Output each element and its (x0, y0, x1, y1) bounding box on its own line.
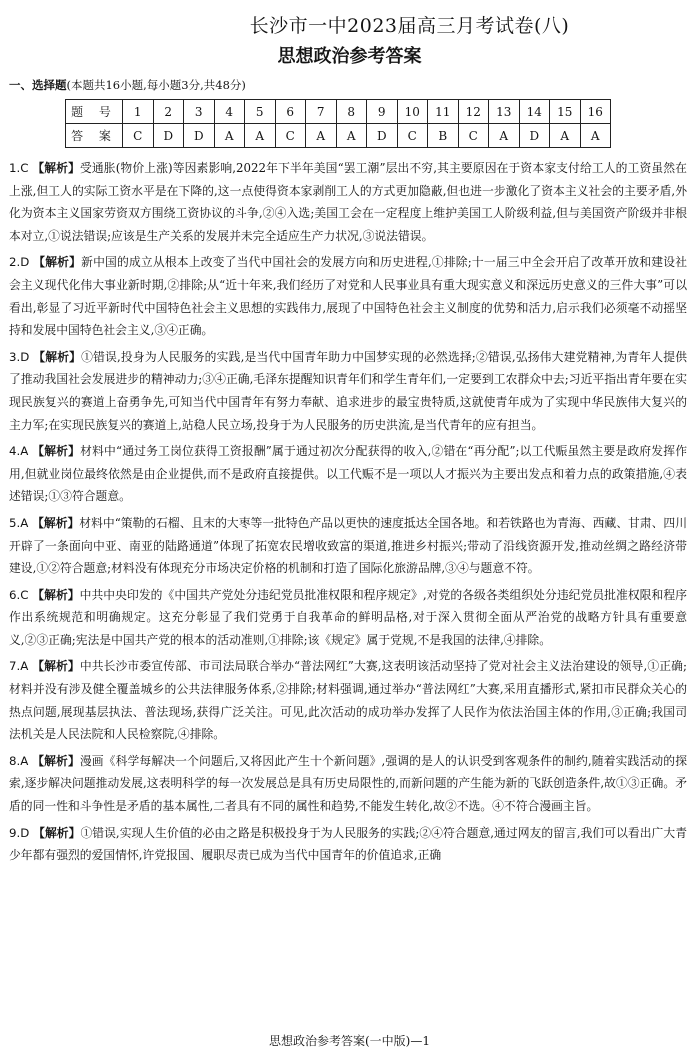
explanation-text: 新中国的成立从根本上改变了当代中国社会的发展方向和历史进程,①排除;十一届三中全会开启了改革开放和建设社会主义现代化伟大事业新时期,②排除;从“近十年来,我们经历了对党和人民事业具有重大现实意义和深远历史意义的三件大事”可以看出,彰显了习近平新时代中国特色社会主义思想的实践伟力,展现了中国特色社会主义制度的优势和活力,启示我们必须毫不动摇坚持和发展中国特色社会主义,③④正确。 (9, 255, 687, 338)
answer-number: 1.C (9, 161, 29, 175)
answer-row (66, 124, 611, 148)
explanation-item (9, 251, 687, 341)
analysis-tag: 【解析】 (32, 587, 80, 602)
explanation-text: 受通胀(物价上涨)等因素影响,2022年下半年美国“罢工潮”层出不穷,其主要原因在于资本家支付给工人的工资虽然在上涨,但工人的实际工资水平是在下降的,这一点使得资本家剥削工人的方式更加隐蔽,但也进一步激化了资本主义社会的主要矛盾,外化为资本主义国家劳资双方围绕工资协议的斗争,②④入选;美国工会在一定程度上维护美国工人阶级利益,但与美国资产阶级并非根本对立,①说法错误;应该是生产关系的发展并未完全适应生产力状况,③说法错误。 (9, 161, 687, 243)
answer-cell: B (428, 124, 459, 148)
question-number-cell: 4 (214, 100, 245, 124)
explanation-list (9, 157, 687, 871)
answer-cell: D (367, 124, 398, 148)
row-label-question: 题 号 (66, 100, 123, 124)
answer-number: 4.A (9, 444, 29, 459)
answer-cell: C (275, 124, 306, 148)
question-number-cell: 8 (336, 100, 367, 124)
question-number-cell: 16 (580, 100, 611, 124)
analysis-tag: 【解析】 (33, 255, 82, 270)
question-number-cell: 12 (458, 100, 489, 124)
analysis-tag: 【解析】 (33, 825, 81, 840)
answer-cell: C (123, 124, 154, 148)
question-number-cell: 6 (275, 100, 306, 124)
analysis-tag: 【解析】 (32, 753, 80, 768)
answer-cell: A (336, 124, 367, 148)
answer-cell: A (245, 124, 276, 148)
answer-cell: A (580, 124, 611, 148)
question-number-cell: 11 (428, 100, 459, 124)
explanation-text: ①错误,实现人生价值的必由之路是积极投身于为人民服务的实践;②④符合题意,通过网友的留言,我们可以看出广大青少年都有强烈的爱国情怀,许党报国、履职尽责已成为当代中国青年的价值追求,正确 (9, 825, 687, 863)
exam-title: 长沙市一中2023届高三月考试卷(八) (249, 15, 570, 37)
explanation-text: 材料中“通过务工岗位获得工资报酬”属于通过初次分配获得的收入,②错在“再分配”;以工代赈虽然主要是政府发挥作用,但就业岗位最终依然是由企业提供,而不是政府直接提供。以工代赈不是一项以人才振兴为主要出发点和着力点的政策措施,④表述错误;①③符合题意。 (9, 444, 687, 504)
question-number-cell: 5 (245, 100, 276, 124)
analysis-tag: 【解析】 (32, 515, 80, 530)
answer-cell: A (489, 124, 520, 148)
row-label-answer: 答 案 (66, 124, 123, 148)
analysis-tag: 【解析】 (32, 659, 80, 674)
explanation-text: 漫画《科学每解决一个问题后,又将因此产生十个新问题》,强调的是人的认识受到客观条件的制约,随着实践活动的探索,逐步解决问题推动发展,这表明科学的每一次发展总是具有历史局限性的,而新问题的产生能为新的飞跃创造条件,故①③正确。矛盾的同一性和斗争性是矛盾的基本属性,二者具有不同的属性和趋势,不能发生转化,故②不选。④不符合漫画主旨。 (9, 753, 687, 814)
explanation-text: 中共长沙市委宣传部、市司法局联合举办“普法网红”大赛,这表明该活动坚持了党对社会主义法治建设的领导,①正确;材料并没有涉及健全覆盖城乡的公共法律服务体系,②排除;材料强调,通过举办“普法网红”大赛,采用直播形式,紧扣市民群众关心的热点问题,展现基层执法、普法现场,获得广泛关注。可见,此次活动的成功举办发挥了人民作为依法治国主体的作用,③正确;我国司法机关是人民法院和人民检察院,④排除。 (9, 659, 687, 742)
explanation-text: 材料中“策勒的石榴、且末的大枣等一批特色产品以更快的速度抵达全国各地。和若铁路也为青海、西藏、甘肃、四川开辟了一条面向中亚、南亚的陆路通道”体现了拓宽农民增收致富的渠道,推进乡村振兴;带动了沿线资源开发,推动丝绸之路经济带建设,①②符合题意;材料没有体现充分市场决定价格的机制和打造了国际化旅游品牌,③④与题意不符。 (9, 515, 688, 576)
explanation-item (9, 584, 687, 652)
explanation-item (9, 440, 687, 508)
analysis-tag: 【解析】 (33, 349, 82, 364)
answer-cell: C (397, 124, 428, 148)
section-note: (本题共16小题,每小题3分,共48分) (66, 78, 246, 92)
question-number-cell: 1 (123, 100, 154, 124)
explanation-text: 中共中央印发的《中国共产党处分违纪党员批准权限和程序规定》,对党的各级各类组织处分违纪党员批准权限和程序作出系统规范和明确规定。这充分彰显了我们党勇于自我革命的鲜明品格,对于深入贯彻全面从严治党的战略方针具有重要意义,②③正确;宪法是中国共产党的根本的活动准则,①排除;该《规定》属于党规,不是我国的法律,④排除。 (9, 587, 687, 647)
question-number-cell: 10 (397, 100, 428, 124)
question-number-cell: 9 (367, 100, 398, 124)
answer-cell: D (153, 124, 184, 148)
answer-number: 8.A (9, 753, 29, 768)
question-number-cell: 15 (550, 100, 581, 124)
question-number-cell: 3 (184, 100, 215, 124)
explanation-item (9, 822, 687, 867)
answer-number: 3.D (9, 349, 30, 364)
explanation-item (9, 512, 687, 580)
section-heading (9, 77, 246, 93)
explanation-item (9, 750, 687, 818)
analysis-tag: 【解析】 (32, 444, 81, 459)
explanation-text: ①错误,投身为人民服务的实践,是当代中国青年助力中国梦实现的必然选择;②错误,弘扬伟大建党精神,为青年人提供了推动我国社会发展进步的精神动力;③④正确,毛泽东提醒知识青年们和学生青年们,一定要到工农群众中去;习近平指出青年要在实现民族复兴的赛道上奋勇争先,可知当代中国青年有努力奉献、追求进步的最宝贵特质,这就使青年成为了实现中华民族伟大复兴的主力军;在实现民族复兴的赛道上,站稳人民立场,投身于为人民服务的历史洪流,是当代青年的应有担当。 (9, 349, 687, 432)
answer-cell: A (550, 124, 581, 148)
page-header (0, 14, 699, 70)
answer-cell: A (214, 124, 245, 148)
answer-cell: D (519, 124, 550, 148)
question-number-cell: 2 (153, 100, 184, 124)
question-number-cell: 13 (489, 100, 520, 124)
explanation-item (9, 346, 687, 436)
analysis-tag: 【解析】 (32, 161, 80, 175)
page-footer: 思想政治参考答案(一中版)—1 (269, 1034, 430, 1048)
explanation-item (9, 157, 687, 247)
answer-number: 9.D (9, 825, 30, 840)
document-subtitle: 思想政治参考答案 (277, 46, 422, 67)
question-number-cell: 14 (519, 100, 550, 124)
answer-cell: A (306, 124, 337, 148)
answer-cell: D (184, 124, 215, 148)
answer-cell: C (458, 124, 489, 148)
answer-number: 6.C (9, 587, 29, 602)
explanation-item (9, 655, 687, 745)
answer-number: 5.A (9, 515, 29, 530)
answer-number: 2.D (9, 255, 30, 270)
answer-number: 7.A (9, 659, 29, 674)
answer-table (65, 99, 611, 148)
question-number-row (66, 100, 611, 124)
question-number-cell: 7 (306, 100, 337, 124)
section-title: 一、选择题 (9, 78, 67, 92)
